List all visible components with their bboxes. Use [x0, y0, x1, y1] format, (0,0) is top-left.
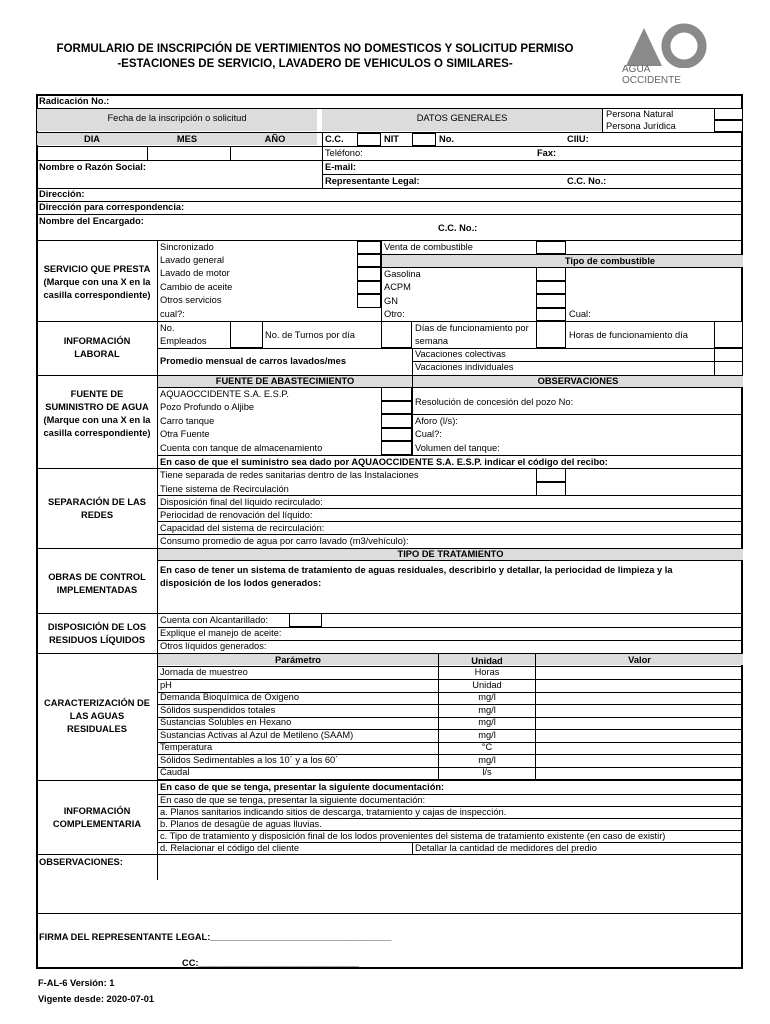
servicio-item: Sincronizado: [160, 242, 214, 252]
parameter-unit: °C: [481, 742, 493, 752]
obras-label-1: OBRAS DE CONTROL: [48, 572, 146, 582]
separacion-item: Disposición final del líquido recirculado:: [160, 497, 323, 507]
combustible-item: Gasolina: [384, 269, 421, 279]
email-label: E-mail:: [325, 162, 356, 172]
cual-fuente-label: Cual?:: [415, 429, 442, 439]
acpm-checkbox[interactable]: [536, 281, 566, 294]
parameter-name: pH: [160, 679, 172, 690]
lavado-general-checkbox[interactable]: [357, 254, 381, 267]
fecha-label: Fecha de la inscripción o solicitud: [107, 113, 247, 123]
documentacion-item: b. Planos de desagüe de aguas lluvias.: [160, 819, 322, 829]
lavado-motor-checkbox[interactable]: [357, 267, 381, 281]
otros-servicios-checkbox[interactable]: [357, 294, 381, 308]
parameter-unit: Unidad: [472, 679, 502, 690]
venta-combustible-label: Venta de combustible: [384, 242, 473, 252]
persona-juridica-label: Persona Jurídica: [606, 121, 676, 131]
parameter-name: Caudal: [160, 767, 190, 777]
horas-label: Horas de funcionamiento día: [569, 330, 688, 340]
separacion-redes-checkbox[interactable]: [536, 468, 566, 482]
empleados-label: Empleados: [160, 336, 207, 346]
disposicion-item: Cuenta con Alcantarillado:: [160, 615, 269, 625]
aquaoccidente-checkbox[interactable]: [381, 387, 412, 401]
version-label: F-AL-6 Versión: 1: [38, 978, 115, 988]
tratamiento-text-2: disposición de los lodos generados:: [160, 578, 322, 588]
complementaria-label-2: COMPLEMENTARIA: [52, 819, 142, 829]
dias-label-2: semana: [415, 336, 449, 346]
parameter-value-field[interactable]: [536, 755, 743, 768]
servicio-label-3: casilla correspondiente): [43, 290, 151, 300]
observaciones-header: OBSERVACIONES: [537, 376, 619, 386]
cc-no-label: C.C. No.:: [567, 176, 607, 186]
logo-text-agua: AGUA: [622, 64, 651, 75]
parameter-name: Sólidos suspendidos totales: [160, 704, 276, 715]
direccion-label: Dirección:: [39, 189, 85, 199]
alcantarillado-checkbox[interactable]: [289, 613, 322, 627]
separacion-label-2: REDES: [80, 510, 114, 520]
separacion-item: Tiene separada de redes sanitarias dentro de las Instalaciones: [160, 470, 419, 480]
parameter-unit: Horas: [474, 667, 500, 677]
logo-mark-icon: [618, 20, 718, 68]
obras-label-2: IMPLEMENTADAS: [56, 585, 138, 595]
vac-individuales-label: Vacaciones individuales: [415, 362, 514, 372]
datos-generales-label: DATOS GENERALES: [416, 113, 508, 123]
cc-checkbox[interactable]: [357, 133, 381, 146]
encargado-label: Nombre del Encargado:: [39, 216, 144, 226]
persona-juridica-checkbox[interactable]: [714, 120, 743, 132]
tratamiento-text-1: En caso de tener un sistema de tratamiento de aguas residuales, describirlo y detallar, la periocidad de limpieza y la: [160, 565, 673, 575]
parameter-value-field[interactable]: [536, 742, 743, 755]
telefono-label: Teléfono:: [325, 148, 363, 158]
no-label: No.: [439, 134, 454, 144]
servicio-item: Lavado general: [160, 255, 225, 265]
persona-natural-checkbox[interactable]: [714, 108, 743, 120]
resolucion-label: Resolución de concesión del pozo No:: [415, 397, 574, 407]
caracterizacion-label-3: RESIDUALES: [67, 724, 127, 734]
razon-social-label: Nombre o Razón Social:: [39, 162, 146, 172]
servicio-label-2: (Marque con una X en la: [43, 277, 151, 287]
combustible-item: GN: [384, 296, 398, 306]
observaciones-label: OBSERVACIONES:: [39, 857, 123, 867]
rep-legal-label: Representante Legal:: [325, 176, 420, 186]
servicio-label-1: SERVICIO QUE PRESTA: [43, 264, 151, 274]
parameter-name: Demanda Bioquímica de Oxigeno: [160, 692, 300, 702]
vac-col-checkbox[interactable]: [714, 348, 743, 362]
codigo-recibo-note: En caso de que el suministro sea dado por AQUAOCCIDENTE S.A. E.S.P. indicar el código del recibo:: [160, 457, 608, 467]
separacion-item: Capacidad del sistema de recirculación:: [160, 523, 325, 533]
parameter-name: Sólidos Sedimentables a los 10´ y a los 60´: [160, 754, 339, 765]
aforo-label: Aforo (l/s):: [415, 416, 458, 426]
parameter-unit: mg/l: [478, 729, 496, 740]
disposicion-item: Otros líquidos generados:: [160, 641, 267, 651]
parameter-value-field[interactable]: [536, 680, 743, 693]
encargado-cc-label: C.C. No.:: [438, 223, 478, 233]
documentacion-header: En caso de que se tenga, presentar la siguiente documentación:: [160, 782, 445, 792]
vac-colectivas-label: Vacaciones colectivas: [415, 349, 506, 359]
caracterizacion-label-1: CARACTERIZACIÓN DE: [44, 698, 150, 708]
disposicion-label-1: DISPOSICIÓN DE LOS: [47, 622, 147, 632]
cc-firma-line[interactable]: CC:_______________________________: [182, 958, 359, 968]
dia-header: DIA: [83, 134, 100, 144]
empleados-field[interactable]: [230, 321, 263, 348]
venta-combustible-checkbox[interactable]: [536, 241, 566, 254]
pozo-checkbox[interactable]: [381, 401, 412, 414]
parameter-unit: mg/l: [478, 754, 496, 765]
parameter-unit: mg/l: [478, 692, 496, 702]
tanque-checkbox[interactable]: [381, 441, 412, 455]
medidores-label: Detallar la cantidad de medidores del predio: [415, 843, 597, 853]
carro-tanque-checkbox[interactable]: [381, 414, 412, 428]
parameter-name: Jornada de muestreo: [160, 667, 248, 677]
form-title-line2: -ESTACIONES DE SERVICIO, LAVADERO DE VEHICULOS O SIMILARES-: [117, 58, 513, 70]
turnos-field[interactable]: [381, 321, 412, 348]
parameter-unit: mg/l: [478, 717, 496, 727]
parameter-value-field[interactable]: [536, 692, 743, 705]
fuente-header: FUENTE DE ABASTECIMIENTO: [215, 376, 355, 386]
otro-combustible-checkbox[interactable]: [536, 308, 566, 321]
fuente-label-3: (Marque con una X en la: [43, 415, 151, 425]
parametro-header: Parámetro: [275, 655, 321, 665]
nit-checkbox[interactable]: [412, 133, 436, 146]
promedio-label: Promedio mensual de carros lavados/mes: [160, 356, 347, 366]
parameter-unit: mg/l: [478, 704, 496, 715]
radicacion-label: Radicación No.:: [39, 96, 110, 106]
valor-header: Valor: [628, 655, 651, 665]
documentacion-item: a. Planos sanitarios indicando sitios de descarga, tratamiento y cajas de inspección.: [160, 807, 507, 817]
form-title-line1: FORMULARIO DE INSCRIPCIÓN DE VERTIMIENTOS NO DOMESTICOS Y SOLICITUD PERMISO: [56, 43, 574, 55]
firma-line[interactable]: FIRMA DEL REPRESENTANTE LEGAL:___________________________________: [39, 932, 392, 942]
vac-ind-checkbox[interactable]: [714, 361, 743, 376]
cc-label: C.C.: [325, 134, 344, 144]
disposicion-item: Explique el manejo de aceite:: [160, 628, 282, 638]
parameter-value-field[interactable]: [536, 730, 743, 743]
caracterizacion-label-2: LAS AGUAS: [69, 711, 125, 721]
parameter-name: Temperatura: [160, 742, 213, 752]
volumen-label: Volumen del tanque:: [415, 443, 500, 453]
separacion-item: Tiene sistema de Recirculación: [160, 484, 289, 494]
separacion-label-1: SEPARACIÓN DE LAS: [48, 497, 146, 507]
parameter-name: Sustancias Solubles en Hexano: [160, 717, 292, 727]
tipo-tratamiento-header: TIPO DE TRATAMIENTO: [397, 549, 504, 559]
logo-text-occidente: OCCIDENTE: [622, 75, 681, 86]
ano-header: AÑO: [264, 134, 286, 144]
fuente-label-2: SUMINISTRO DE AGUA: [45, 402, 149, 412]
company-logo: [618, 20, 718, 86]
servicio-item: Cambio de aceite: [160, 282, 233, 292]
persona-natural-label: Persona Natural: [606, 109, 674, 119]
mes-header: MES: [176, 134, 198, 144]
fuente-label-1: FUENTE DE: [70, 389, 124, 399]
fuente-item: Cuenta con tanque de almacenamiento: [160, 443, 323, 453]
complementaria-label-1: INFORMACIÓN: [63, 806, 131, 816]
fuente-item: Otra Fuente: [160, 429, 210, 439]
turnos-label: No. de Turnos por día: [265, 330, 355, 340]
parameter-value-field[interactable]: [536, 767, 743, 780]
ciiu-label: CIIU:: [567, 134, 589, 144]
tipo-combustible-header: Tipo de combustible: [564, 256, 656, 266]
laboral-label-2: LABORAL: [74, 349, 120, 359]
combustible-item: ACPM: [384, 282, 411, 292]
fuente-label-4: casilla correspondiente): [43, 428, 151, 438]
dias-label-1: Días de funcionamiento por: [415, 323, 529, 333]
laboral-label-1: INFORMACIÓN: [63, 336, 131, 346]
recirculacion-checkbox[interactable]: [536, 482, 566, 496]
combustible-item: Otro:: [384, 309, 405, 319]
parameter-value-field[interactable]: [536, 717, 743, 730]
laboral-no-label: No.: [160, 323, 175, 333]
separacion-item: Consumo promedio de agua por carro lavado (m3/vehículo):: [160, 536, 409, 546]
cambio-aceite-checkbox[interactable]: [357, 281, 381, 294]
servicio-item: Lavado de motor: [160, 268, 230, 278]
vigente-label: Vigente desde: 2020-07-01: [38, 994, 155, 1004]
documentacion-item: c. Tipo de tratamiento y disposición final de los lodos provenientes del sistema de tratamiento existente (en caso de existir): [160, 831, 666, 841]
disposicion-label-2: RESIDUOS LÍQUIDOS: [48, 635, 146, 645]
fax-label: Fax:: [537, 148, 557, 158]
unidad-header: Unidad: [471, 656, 503, 666]
direccion-corr-label: Dirección para correspondencia:: [39, 202, 185, 212]
dias-field[interactable]: [536, 321, 566, 348]
documentacion-item: d. Relacionar el código del cliente: [160, 843, 300, 853]
otra-fuente-checkbox[interactable]: [381, 428, 412, 441]
fuente-item: Carro tanque: [160, 416, 215, 426]
servicio-item: cual?:: [160, 309, 185, 319]
fuente-item: AQUAOCCIDENTE S.A. E.S.P.: [160, 389, 289, 399]
gasolina-checkbox[interactable]: [536, 267, 566, 281]
nit-label: NIT: [384, 134, 399, 144]
horas-field[interactable]: [714, 321, 743, 348]
sincronizado-checkbox[interactable]: [357, 241, 381, 254]
fuente-item: Pozo Profundo o Aljibe: [160, 402, 255, 412]
documentacion-item: En caso de que se tenga, presentar la siguiente documentación:: [160, 795, 426, 805]
gn-checkbox[interactable]: [536, 294, 566, 308]
parameter-unit: l/s: [482, 767, 492, 777]
separacion-item: Periocidad de renovación del líquido:: [160, 510, 313, 520]
parameter-name: Sustancias Activas al Azul de Metileno (SAAM): [160, 729, 354, 740]
parameter-value-field[interactable]: [536, 705, 743, 718]
parameter-value-field[interactable]: [536, 667, 743, 680]
servicio-item: Otros servicios: [160, 295, 222, 305]
cual-combustible-label: Cual:: [569, 309, 591, 319]
